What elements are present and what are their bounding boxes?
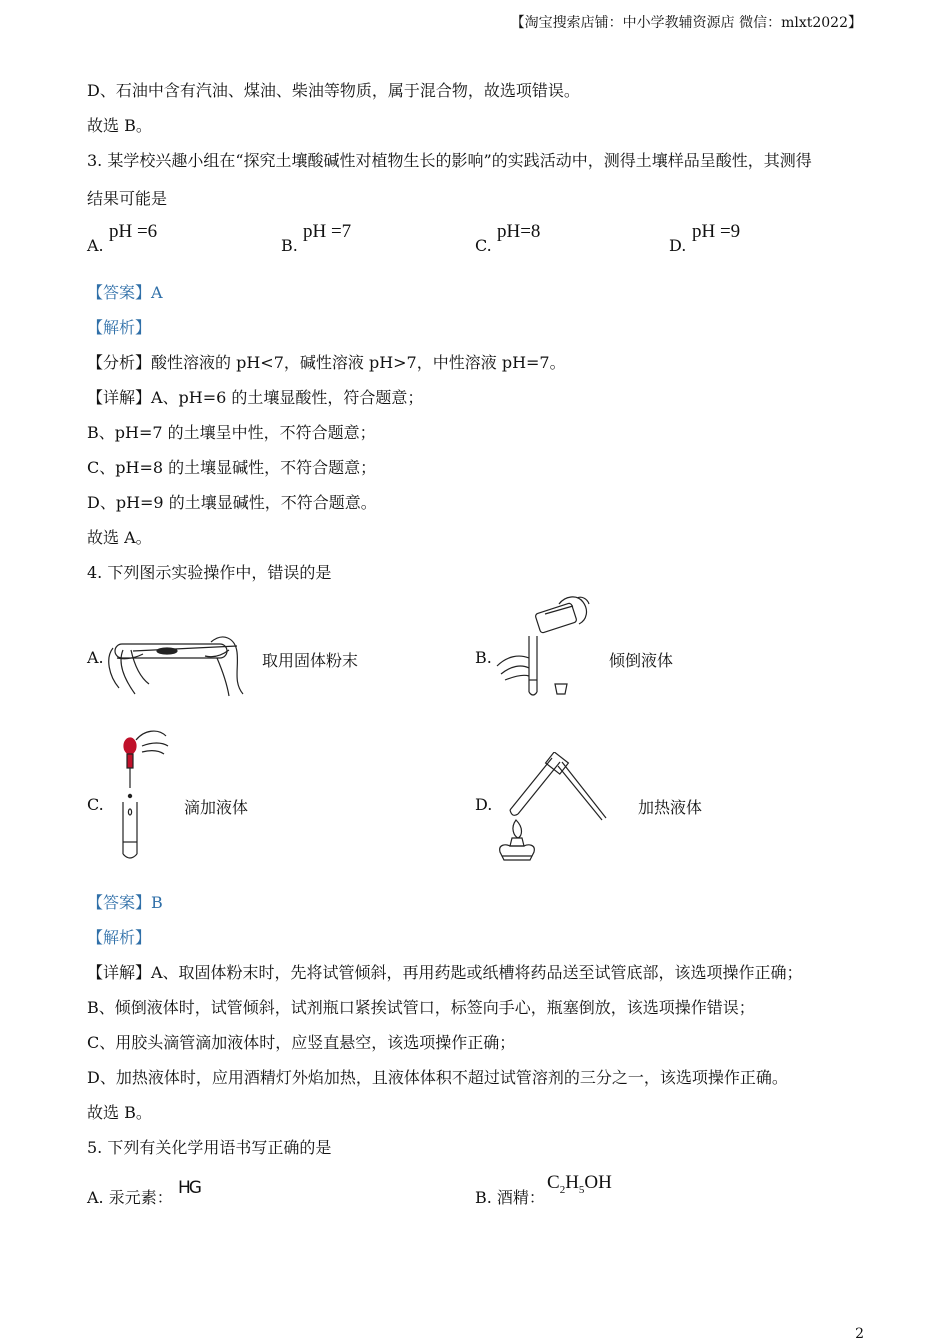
q4-option-c-caption: 滴加液体: [184, 798, 249, 817]
q5-option-a-value: HG: [178, 1178, 200, 1198]
solid-powder-illustration: [105, 628, 245, 700]
page-header: 【淘宝搜索店铺：中小学教辅资源店 微信：mlxt2022】: [510, 15, 862, 31]
q3-option-d-letter: D.: [669, 236, 687, 255]
q3-option-a-value: pH =6: [109, 221, 158, 242]
question-3-stem-cont: 结果可能是: [87, 189, 168, 208]
detail-text: 【详解】A、pH=6 的土壤显酸性，符合题意；: [87, 388, 424, 407]
q3-option-d-value: pH =9: [692, 221, 741, 242]
q3-option-b-value: pH =7: [303, 221, 352, 242]
detail-text: C、用胶头滴管滴加液体时，应竖直悬空，该选项操作正确；: [87, 1033, 516, 1052]
conclusion-text: 故选 B。: [87, 1103, 152, 1122]
dropping-liquid-illustration: [108, 728, 172, 862]
detail-text: C、pH=8 的土壤显碱性，不符合题意；: [87, 458, 377, 477]
formula-oh: OH: [584, 1172, 612, 1193]
formula-h: H: [565, 1172, 579, 1193]
detail-text: B、倾倒液体时，试管倾斜，试剂瓶口紧挨试管口，标签向手心，瓶塞倒放，该选项操作错误；: [87, 998, 755, 1017]
detail-text: D、加热液体时，应用酒精灯外焰加热，且液体体积不超过试管溶剂的三分之一，该选项操作正确。: [87, 1068, 788, 1087]
q4-option-a-letter: A.: [87, 648, 104, 667]
q3-option-b-letter: B.: [281, 236, 298, 255]
q4-option-b-caption: 倾倒液体: [609, 651, 674, 670]
question-4-stem: 4. 下列图示实验操作中，错误的是: [87, 563, 332, 582]
q4-option-d-letter: D.: [475, 795, 493, 814]
q4-option-c-letter: C.: [87, 795, 104, 814]
detail-text: D、pH=9 的土壤显碱性，不符合题意。: [87, 493, 377, 512]
text-line: D、石油中含有汽油、煤油、柴油等物质，属于混合物，故选项错误。: [87, 81, 580, 100]
page-number: 2: [855, 1326, 864, 1342]
conclusion-text: 故选 A。: [87, 528, 152, 547]
analysis-label: 【解析】: [87, 318, 152, 337]
analysis-label: 【解析】: [87, 928, 152, 947]
q4-option-b-letter: B.: [475, 648, 492, 667]
answer-label: 【答案】B: [87, 893, 163, 912]
question-3-stem: 3. 某学校兴趣小组在“探究土壤酸碱性对植物生长的影响”的实践活动中，测得土壤样品呈酸性，其测得: [87, 151, 812, 170]
detail-text: 【详解】A、取固体粉末时，先将试管倾斜，再用药匙或纸槽将药品送至试管底部，该选项操作正确；: [87, 963, 803, 982]
pouring-liquid-illustration: [493, 596, 593, 700]
q5-option-b-formula: [547, 1172, 612, 1196]
q4-option-d-caption: 加热液体: [638, 798, 703, 817]
analysis-text: 【分析】酸性溶液的 pH<7，碱性溶液 pH>7，中性溶液 pH=7。: [87, 353, 566, 372]
q5-option-a-label: A. 汞元素：: [87, 1188, 173, 1207]
q4-option-a-caption: 取用固体粉末: [262, 651, 359, 670]
text-line: 故选 B。: [87, 116, 152, 135]
answer-label: 【答案】A: [87, 283, 163, 302]
question-5-stem: 5. 下列有关化学用语书写正确的是: [87, 1138, 332, 1157]
detail-text: B、pH=7 的土壤呈中性，不符合题意；: [87, 423, 376, 442]
formula-c-subscript: 2: [559, 1183, 566, 1196]
formula-h-subscript: 5: [578, 1183, 585, 1196]
q3-option-a-letter: A.: [87, 236, 104, 255]
formula-c: C: [547, 1172, 560, 1193]
q3-option-c-letter: C.: [475, 236, 492, 255]
q5-option-b-label: B. 酒精：: [475, 1188, 545, 1207]
q3-option-c-value: pH=8: [497, 221, 541, 242]
heating-liquid-illustration: [492, 752, 608, 864]
